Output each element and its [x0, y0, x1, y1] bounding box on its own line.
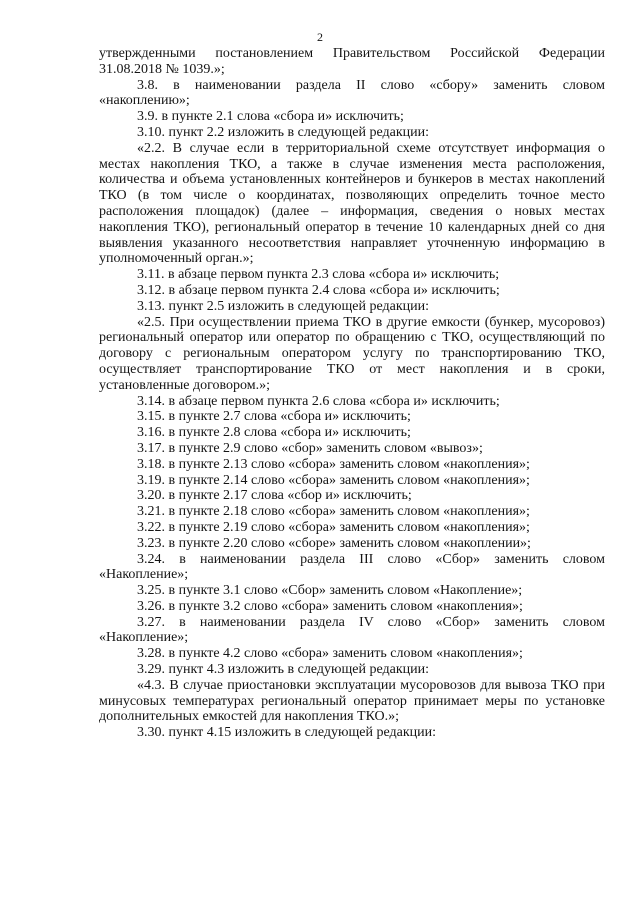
- paragraph-3-8: 3.8. в наименовании раздела II слово «сбору» заменить словом «накоплению»;: [99, 77, 605, 109]
- paragraph-3-25: 3.25. в пункте 3.1 слово «Сбор» заменить словом «Накопление»;: [137, 583, 523, 599]
- paragraph-3-26: 3.26. в пункте 3.2 слово «сбора» заменить словом «накопления»;: [137, 598, 523, 614]
- paragraph-3-28: 3.28. в пункте 4.2 слово «сбора» заменить словом «накопления»;: [137, 646, 523, 662]
- paragraph-3-16: 3.16. в пункте 2.8 слова «сбора и» исключить;: [137, 425, 411, 441]
- paragraph-3-15: 3.15. в пункте 2.7 слова «сбора и» исключить;: [137, 409, 411, 425]
- paragraph-3-19: 3.19. в пункте 2.14 слово «сбора» заменить словом «накопления»;: [137, 472, 530, 488]
- paragraph-3-20: 3.20. в пункте 2.17 слова «сбор и» исключить;: [137, 488, 412, 504]
- paragraph-3-21: 3.21. в пункте 2.18 слово «сбора» заменить словом «накопления»;: [137, 504, 530, 520]
- paragraph-3-13: 3.13. пункт 2.5 изложить в следующей редакции:: [137, 298, 429, 314]
- paragraph-3-30: 3.30. пункт 4.15 изложить в следующей редакции:: [137, 725, 436, 741]
- paragraph-3-24: 3.24. в наименовании раздела III слово «Сбор» заменить словом «Накопление»;: [99, 551, 605, 583]
- paragraph-quote-4-3: «4.3. В случае приостановки эксплуатации мусоровозов для вывоза ТКО при минусовых температурах региональный оператор принимает меры по установке дополнительных емкостей для накопления ТКО.»;: [99, 677, 605, 725]
- paragraph-3-12: 3.12. в абзаце первом пункта 2.4 слова «сбора и» исключить;: [137, 282, 500, 298]
- paragraph-3-17: 3.17. в пункте 2.9 слово «сбор» заменить словом «вывоз»;: [137, 440, 483, 456]
- paragraph-3-11: 3.11. в абзаце первом пункта 2.3 слова «сбора и» исключить;: [137, 267, 500, 283]
- paragraph-quote-2-5: «2.5. При осуществлении приема ТКО в другие емкости (бункер, мусоровоз) региональный оператор или оператор по обращению с ТКО, осуществляющий по договору с региональным оператором услугу по транспортированию ТКО, осуществляет транспортирование ТКО от мест накопления и в сроки, установленные договором.»;: [99, 314, 605, 393]
- paragraph-3-22: 3.22. в пункте 2.19 слово «сбора» заменить словом «накопления»;: [137, 519, 530, 535]
- paragraph-3-14: 3.14. в абзаце первом пункта 2.6 слова «сбора и» исключить;: [137, 393, 500, 409]
- paragraph-3-29: 3.29. пункт 4.3 изложить в следующей редакции:: [137, 662, 429, 678]
- page-number: 2: [317, 30, 323, 44]
- document-body: [99, 46, 605, 741]
- paragraph-3-9: 3.9. в пункте 2.1 слова «сбора и» исключить;: [137, 109, 404, 125]
- paragraph-continuation: утвержденными постановлением Правительством Российской Федерации 31.08.2018 № 1039.»;: [99, 46, 605, 77]
- paragraph-3-27: 3.27. в наименовании раздела IV слово «Сбор» заменить словом «Накопление»;: [99, 614, 605, 646]
- paragraph-3-10: 3.10. пункт 2.2 изложить в следующей редакции:: [137, 124, 429, 140]
- paragraph-3-23: 3.23. в пункте 2.20 слово «сборе» заменить словом «накоплении»;: [137, 535, 531, 551]
- paragraph-3-18: 3.18. в пункте 2.13 слово «сбора» заменить словом «накопления»;: [137, 456, 530, 472]
- paragraph-quote-2-2: «2.2. В случае если в территориальной схеме отсутствует информация о местах накопления ТКО, а также в случае изменения места расположения, количества и объема установленных контейнеров и бункеров в местах накоплений ТКО (в том числе о координатах, позволяющих определить точное место расположения площадок) (далее – информация, сведения о новых местах накопления ТКО), региональный оператор в течение 10 календарных дней со дня выявления указанного несоответствия направляет уточненную информацию в уполномоченный орган.»;: [99, 140, 605, 267]
